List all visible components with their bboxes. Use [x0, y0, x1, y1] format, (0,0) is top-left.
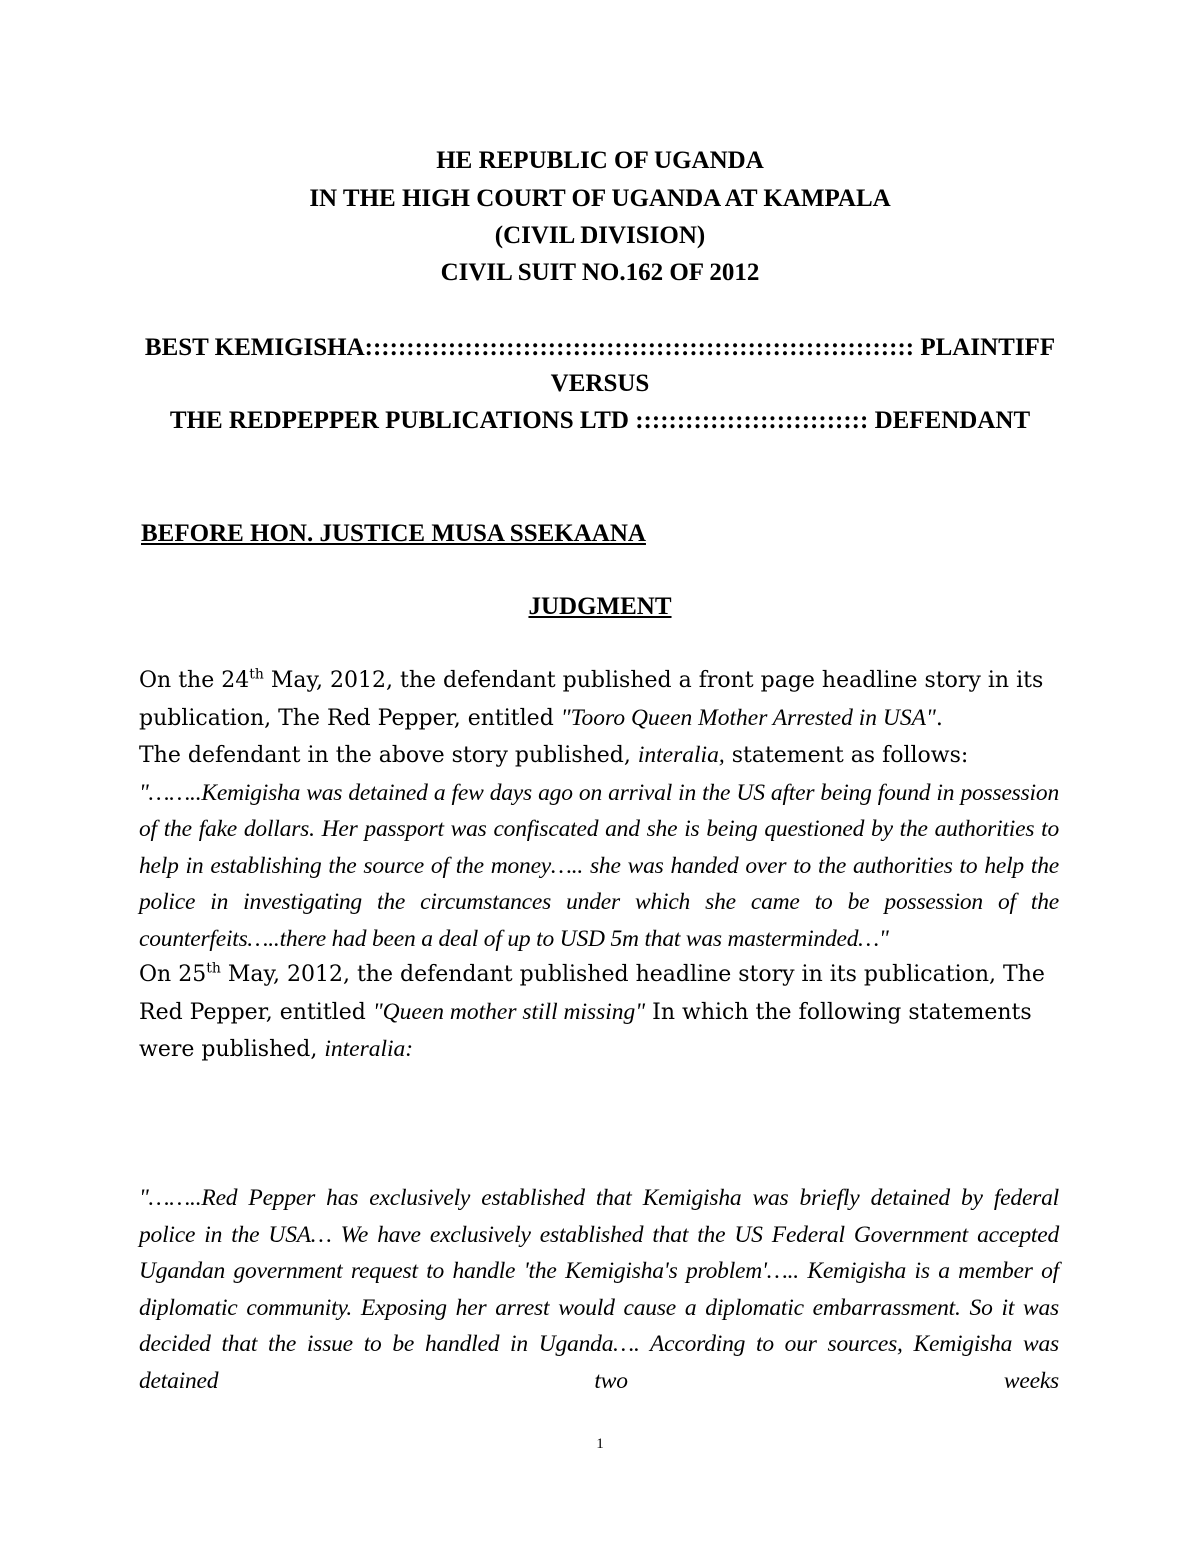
suit-number: CIVIL SUIT NO.162 OF 2012 [440, 259, 760, 286]
paragraph-1: On the 24th May, 2012, the defendant published a front page headline story in its publication, The Red Pepper, entitled "Tooro Queen Mother Arrested in USA". [139, 666, 1044, 731]
article-title-1: "Tooro Queen Mother Arrested in USA" [560, 704, 936, 731]
court-heading: IN THE HIGH COURT OF UGANDA AT KAMPALA [309, 185, 891, 212]
judgment-body [139, 663, 1059, 1069]
plaintiff-line: BEST KEMIGISHA:::::::::::::::::::::::::::::::::::::::::::::::::::::::::::::::::: PLAINTIFF [144, 334, 1056, 361]
versus-line: VERSUS [550, 370, 650, 397]
article-title-2: "Queen mother still missing" [372, 998, 646, 1025]
paragraph-3: On 25th May, 2012, the defendant published headline story in its publication, The Red Pepper, entitled "Queen mother still missing" In which the following statements were published, interalia: [139, 960, 1045, 1062]
quote-2: "……..Red Pepper has exclusively established that Kemigisha was briefly detained by federal police in the USA… We have exclusively established that the US Federal Government accepted Ugandan government request to handle 'the Kemigisha's problem'….. Kemigisha is a member of diplomatic community. Exposing her arrest would cause a diplomatic embarrassment. So it was decided that the issue to be handled in Uganda…. According to our sources, Kemigisha was detained two weeks [139, 1185, 1059, 1394]
paragraph-2: The defendant in the above story published, interalia, statement as follows: [139, 742, 969, 768]
quote-2-block [139, 1180, 1059, 1436]
division-heading: (CIVIL DIVISION) [494, 222, 706, 249]
defendant-line: THE REDPEPPER PUBLICATIONS LTD :::::::::::::::::::::::::::: DEFENDANT [169, 407, 1031, 434]
judge-heading: BEFORE HON. JUSTICE MUSA SSEKAANA [141, 520, 646, 547]
quote-1: "……..Kemigisha was detained a few days ago on arrival in the US after being found in possession of the fake dollars. Her passport was confiscated and she is being questioned by the authorities to help in establishing the source of the money….. she was handed over to the authorities to help the police in investigating the circumstances under which she came to be possession of the counterfeits…..there had been a deal of up to USD 5m that was masterminded…" [139, 779, 1059, 952]
republic-heading: HE REPUBLIC OF UGANDA [436, 147, 764, 174]
judgment-title: JUDGMENT [528, 593, 672, 620]
page-number: 1 [596, 1436, 604, 1452]
